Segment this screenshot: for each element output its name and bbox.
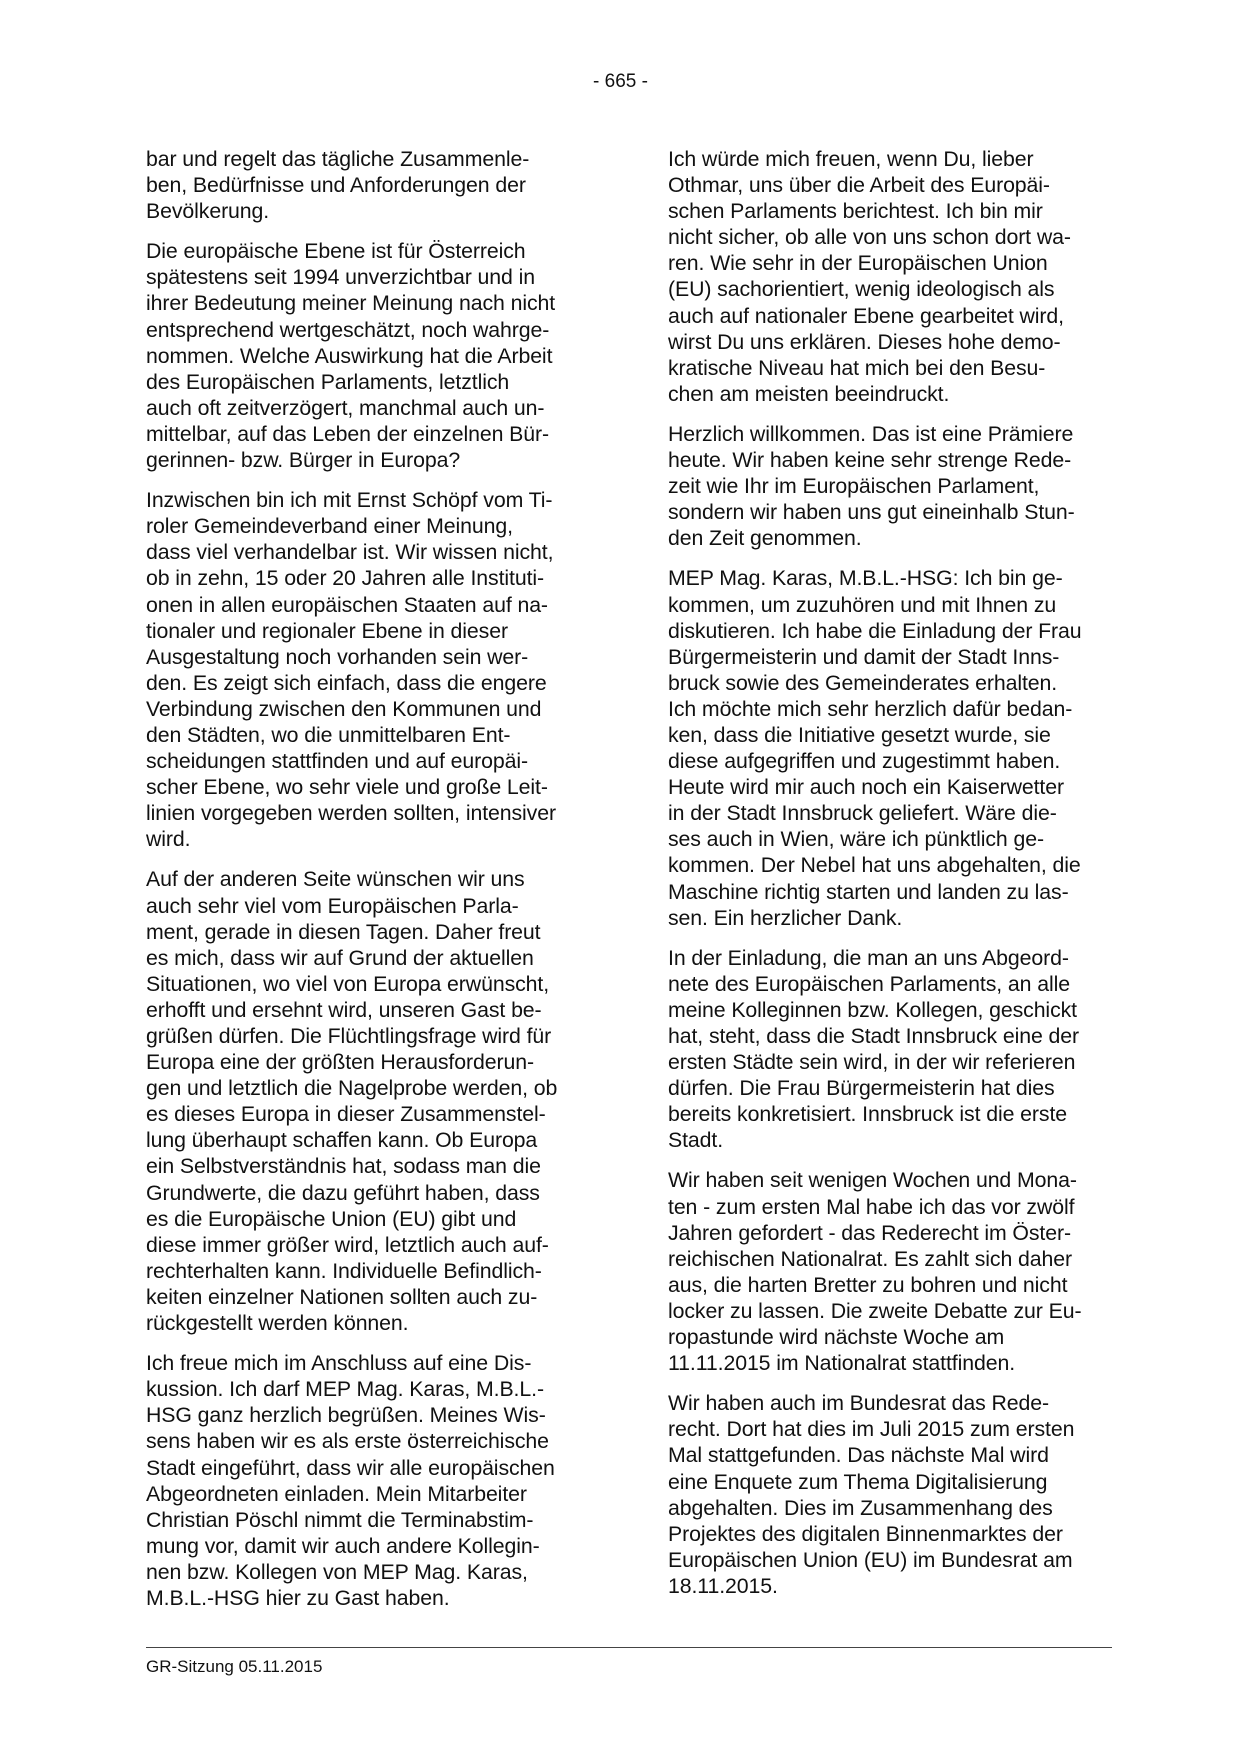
text-line: Auf der anderen Seite wünschen wir uns xyxy=(146,867,525,892)
paragraph xyxy=(146,146,596,224)
text-line: recht. Dort hat dies im Juli 2015 zum ersten xyxy=(668,1417,1075,1442)
text-line: sen. Ein herzlicher Dank. xyxy=(668,905,903,930)
text-line: spätestens seit 1994 unverzichtbar und in xyxy=(146,265,535,290)
text-line: gen und letztlich die Nagelprobe werden, ob xyxy=(146,1076,558,1101)
text-line: diese immer größer wird, letztlich auch auf- xyxy=(146,1232,549,1257)
text-line: eine Enquete zum Thema Digitalisierung xyxy=(668,1469,1048,1494)
text-line: Bürgermeisterin und damit der Stadt Inns- xyxy=(668,644,1060,669)
text-line: 11.11.2015 im Nationalrat stattfinden. xyxy=(668,1351,1016,1376)
left-column xyxy=(146,146,596,1625)
text-line: Maschine richtig starten und landen zu las- xyxy=(668,879,1069,904)
text-line: chen am meisten beeindruckt. xyxy=(668,381,950,406)
text-line: onen in allen europäischen Staaten auf na- xyxy=(146,592,548,617)
text-line: Jahren gefordert - das Rederecht im Öster- xyxy=(668,1220,1071,1245)
text-line: grüßen dürfen. Die Flüchtlingsfrage wird für xyxy=(146,1024,552,1048)
text-line: Wir haben seit wenigen Wochen und Mona- xyxy=(668,1168,1077,1193)
text-line: wird. xyxy=(146,827,191,852)
text-line: ben, Bedürfnisse und Anforderungen der xyxy=(146,173,526,198)
text-line: Ich möchte mich sehr herzlich dafür bedan- xyxy=(668,696,1073,721)
text-line: ses auch in Wien, wäre ich pünktlich ge- xyxy=(668,827,1044,852)
text-line: erhofft und ersehnt wird, unseren Gast be- xyxy=(146,997,542,1022)
text-line: (EU) sachorientiert, wenig ideologisch als xyxy=(668,277,1055,302)
text-line: ein Selbstverständnis hat, sodass man die xyxy=(146,1154,541,1179)
text-line: nete des Europäischen Parlaments, an alle xyxy=(668,971,1070,996)
text-line: tionaler und regionaler Ebene in dieser xyxy=(146,618,508,643)
text-line: kommen, um zuzuhören und mit Ihnen zu xyxy=(668,592,1057,617)
text-line: diskutieren. Ich habe die Einladung der Frau xyxy=(668,618,1082,643)
paragraph xyxy=(146,1350,596,1611)
text-line: 18.11.2015. xyxy=(668,1573,778,1598)
text-line: des Europäischen Parlaments, letztlich xyxy=(146,369,510,394)
text-line: Ich würde mich freuen, wenn Du, lieber xyxy=(668,147,1034,171)
text-line: Grundwerte, die dazu geführt haben, dass xyxy=(146,1180,540,1205)
text-line: Stadt eingeführt, dass wir alle europäischen xyxy=(146,1455,555,1480)
text-line: es mich, dass wir auf Grund der aktuellen xyxy=(146,945,534,970)
text-line: sondern wir haben uns gut eineinhalb Stun- xyxy=(668,500,1075,525)
text-line: Herzlich willkommen. Das ist eine Prämiere xyxy=(668,421,1074,446)
paragraph xyxy=(668,1167,1110,1376)
text-line: Heute wird mir auch noch ein Kaiserwetter xyxy=(668,775,1064,800)
text-line: Wir haben auch im Bundesrat das Rede- xyxy=(668,1391,1050,1416)
text-line: meine Kolleginnen bzw. Kollegen, geschickt xyxy=(668,997,1077,1022)
paragraph xyxy=(146,487,596,852)
text-line: Situationen, wo viel von Europa erwünscht, xyxy=(146,971,550,996)
text-line: nen bzw. Kollegen von MEP Mag. Karas, xyxy=(146,1559,528,1584)
text-line: bruck sowie des Gemeinderates erhalten. xyxy=(668,670,1058,695)
text-line: entsprechend wertgeschätzt, noch wahrge- xyxy=(146,317,550,342)
text-line: mittelbar, auf das Leben der einzelnen Bür- xyxy=(146,421,549,446)
paragraph xyxy=(668,565,1110,930)
text-line: reichischen Nationalrat. Es zahlt sich daher xyxy=(668,1246,1072,1271)
text-line: in der Stadt Innsbruck geliefert. Wäre die- xyxy=(668,801,1057,826)
text-line: ropastunde wird nächste Woche am xyxy=(668,1325,1005,1350)
text-line: Bevölkerung. xyxy=(146,199,270,224)
text-line: Christian Pöschl nimmt die Terminabstim- xyxy=(146,1507,534,1532)
text-line: In der Einladung, die man an uns Abgeord- xyxy=(668,945,1069,970)
text-line: auch sehr viel vom Europäischen Parla- xyxy=(146,893,519,918)
text-line: HSG ganz herzlich begrüßen. Meines Wis- xyxy=(146,1403,546,1428)
text-line: Europa eine der größten Herausforderun- xyxy=(146,1050,534,1075)
text-line: roler Gemeindeverband einer Meinung, xyxy=(146,514,513,539)
text-line: kommen. Der Nebel hat uns abgehalten, die xyxy=(668,853,1081,878)
text-line: Verbindung zwischen den Kommunen und xyxy=(146,696,542,721)
text-line: dürfen. Die Frau Bürgermeisterin hat dies xyxy=(668,1076,1055,1101)
text-line: Ich freue mich im Anschluss auf eine Dis- xyxy=(146,1351,532,1376)
text-line: scheidungen stattfinden und auf europäi- xyxy=(146,749,528,774)
text-line: ob in zehn, 15 oder 20 Jahren alle Instituti- xyxy=(146,566,545,591)
text-line: auch oft zeitverzögert, manchmal auch un- xyxy=(146,395,545,420)
right-column xyxy=(668,146,1110,1613)
text-line: wirst Du uns erklären. Dieses hohe demo- xyxy=(668,329,1061,354)
paragraph xyxy=(668,421,1110,551)
text-line: Ausgestaltung noch vorhanden sein wer- xyxy=(146,644,529,669)
page-number: - 665 - xyxy=(593,71,648,92)
paragraph xyxy=(668,1390,1110,1599)
text-line: den Städten, wo die unmittelbaren Ent- xyxy=(146,722,511,747)
text-line: ren. Wie sehr in der Europäischen Union xyxy=(668,251,1048,276)
text-line: locker zu lassen. Die zweite Debatte zur Eu- xyxy=(668,1298,1082,1323)
text-line: MEP Mag. Karas, M.B.L.-HSG: Ich bin ge- xyxy=(668,566,1063,591)
text-line: es die Europäische Union (EU) gibt und xyxy=(146,1206,517,1231)
paragraph xyxy=(146,238,596,473)
paragraph xyxy=(668,146,1110,407)
text-line: Abgeordneten einladen. Mein Mitarbeiter xyxy=(146,1481,527,1506)
text-line: Die europäische Ebene ist für Österreich xyxy=(146,239,526,264)
footer-session-date: GR-Sitzung 05.11.2015 xyxy=(146,1657,323,1676)
text-line: ihrer Bedeutung meiner Meinung nach nicht xyxy=(146,291,556,316)
text-line: nommen. Welche Auswirkung hat die Arbeit xyxy=(146,343,553,368)
text-line: kussion. Ich darf MEP Mag. Karas, M.B.L.- xyxy=(146,1377,544,1402)
text-line: auch auf nationaler Ebene gearbeitet wird, xyxy=(668,303,1064,328)
text-line: Europäischen Union (EU) im Bundesrat am xyxy=(668,1547,1073,1572)
text-line: bar und regelt das tägliche Zusammenle- xyxy=(146,147,530,171)
text-line: linien vorgegeben werden sollten, intensiver xyxy=(146,801,556,826)
text-line: zeit wie Ihr im Europäischen Parlament, xyxy=(668,474,1040,499)
footer-divider xyxy=(146,1647,1112,1648)
text-line: den. Es zeigt sich einfach, dass die engere xyxy=(146,670,547,695)
text-line: keiten einzelner Nationen sollten auch zu- xyxy=(146,1284,538,1309)
text-line: diese aufgegriffen und zugestimmt haben. xyxy=(668,749,1061,774)
text-line: ken, dass die Initiative gesetzt wurde, sie xyxy=(668,722,1051,747)
text-line: ment, gerade in diesen Tagen. Daher freut xyxy=(146,919,541,944)
text-line: heute. Wir haben keine sehr strenge Rede- xyxy=(668,448,1072,473)
text-line: aus, die harten Bretter zu bohren und nicht xyxy=(668,1272,1068,1297)
paragraph xyxy=(668,945,1110,1154)
text-line: dass viel verhandelbar ist. Wir wissen nicht, xyxy=(146,540,554,565)
text-line: mung vor, damit wir auch andere Kollegin- xyxy=(146,1533,540,1558)
text-line: abgehalten. Dies im Zusammenhang des xyxy=(668,1495,1053,1520)
text-line: hat, steht, dass die Stadt Innsbruck eine der xyxy=(668,1024,1080,1048)
text-line: es dieses Europa in dieser Zusammenstel- xyxy=(146,1102,546,1127)
text-line: Projektes des digitalen Binnenmarktes der xyxy=(668,1521,1063,1546)
text-line: den Zeit genommen. xyxy=(668,526,862,551)
text-line: ten - zum ersten Mal habe ich das vor zwölf xyxy=(668,1194,1075,1219)
text-line: Othmar, uns über die Arbeit des Europäi- xyxy=(668,173,1050,198)
text-line: scher Ebene, wo sehr viele und große Leit- xyxy=(146,775,548,800)
text-line: kratische Niveau hat mich bei den Besu- xyxy=(668,355,1046,380)
text-line: sens haben wir es als erste österreichische xyxy=(146,1429,549,1454)
text-line: Inzwischen bin ich mit Ernst Schöpf vom Ti- xyxy=(146,488,553,513)
text-line: rückgestellt werden können. xyxy=(146,1311,409,1336)
text-line: lung überhaupt schaffen kann. Ob Europa xyxy=(146,1128,538,1153)
text-line: M.B.L.-HSG hier zu Gast haben. xyxy=(146,1585,450,1610)
text-line: Stadt. xyxy=(668,1128,724,1153)
text-line: Mal stattgefunden. Das nächste Mal wird xyxy=(668,1443,1049,1468)
text-line: gerinnen- bzw. Bürger in Europa? xyxy=(146,448,461,473)
text-line: schen Parlaments berichtest. Ich bin mir xyxy=(668,199,1043,224)
text-line: ersten Städte sein wird, in der wir referieren xyxy=(668,1050,1076,1075)
text-line: rechterhalten kann. Individuelle Befindlich- xyxy=(146,1258,542,1283)
text-line: bereits konkretisiert. Innsbruck ist die erste xyxy=(668,1102,1068,1127)
text-line: nicht sicher, ob alle von uns schon dort wa- xyxy=(668,225,1071,250)
paragraph xyxy=(146,866,596,1336)
